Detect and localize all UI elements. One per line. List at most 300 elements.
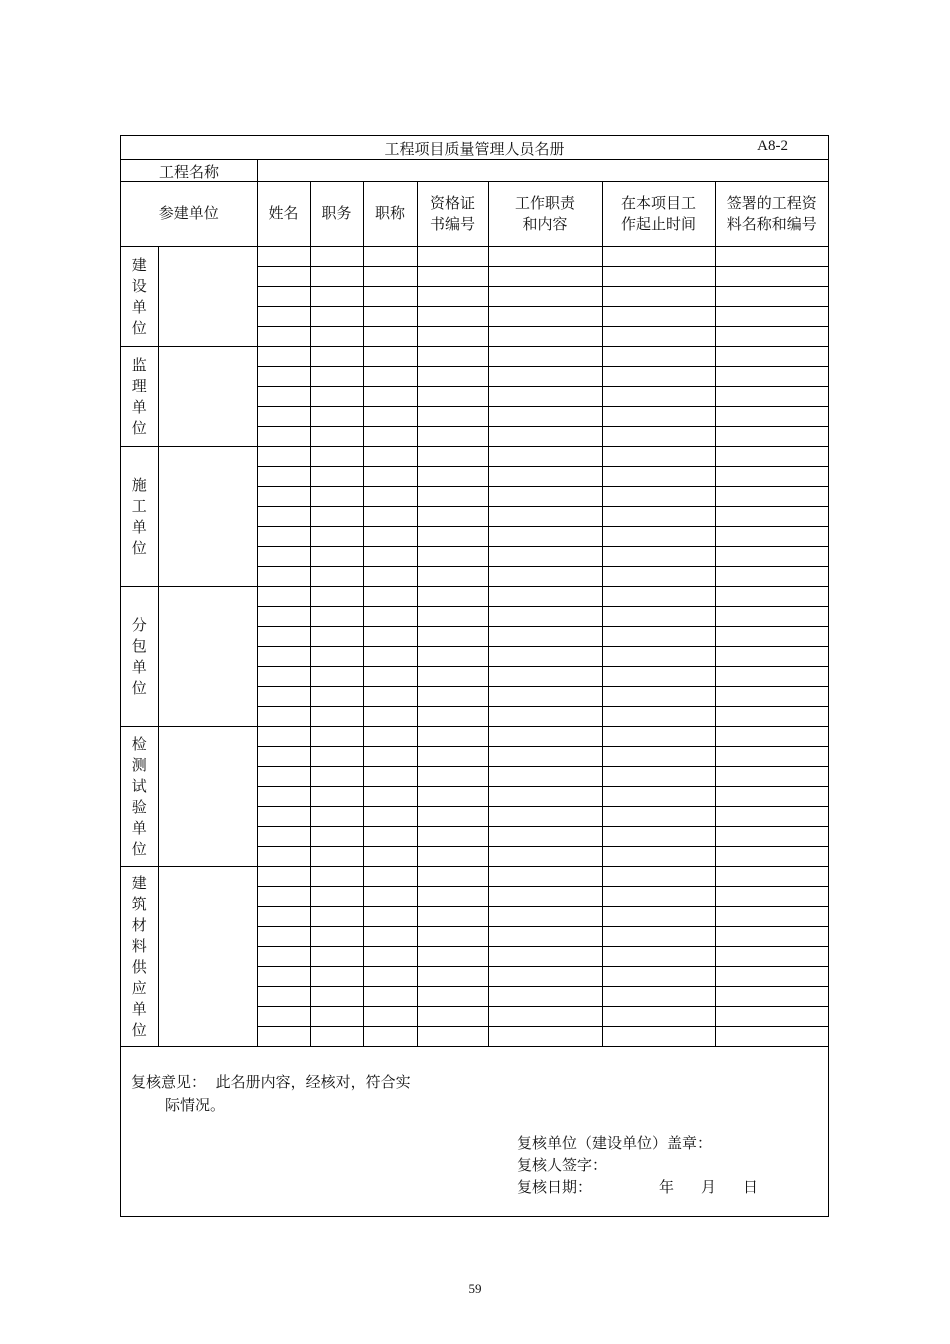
table-cell[interactable] — [363, 787, 417, 807]
table-cell[interactable] — [602, 447, 715, 467]
table-cell[interactable] — [310, 767, 363, 787]
table-cell[interactable] — [488, 367, 602, 387]
table-cell[interactable] — [417, 987, 488, 1007]
table-cell[interactable] — [715, 507, 828, 527]
table-cell[interactable] — [363, 407, 417, 427]
table-cell[interactable] — [310, 287, 363, 307]
unit-name-field[interactable] — [158, 247, 257, 347]
table-cell[interactable] — [602, 387, 715, 407]
table-cell[interactable] — [310, 567, 363, 587]
table-cell[interactable] — [363, 707, 417, 727]
table-cell[interactable] — [488, 347, 602, 367]
table-cell[interactable] — [715, 707, 828, 727]
table-cell[interactable] — [417, 947, 488, 967]
unit-name-field[interactable] — [158, 867, 257, 1047]
table-cell[interactable] — [715, 527, 828, 547]
table-cell[interactable] — [363, 647, 417, 667]
table-cell[interactable] — [602, 727, 715, 747]
table-cell[interactable] — [417, 547, 488, 567]
table-cell[interactable] — [715, 847, 828, 867]
table-cell[interactable] — [363, 427, 417, 447]
table-cell[interactable] — [715, 267, 828, 287]
table-cell[interactable] — [310, 587, 363, 607]
table-cell[interactable] — [363, 887, 417, 907]
table-cell[interactable] — [310, 327, 363, 347]
table-cell[interactable] — [363, 967, 417, 987]
table-cell[interactable] — [417, 1027, 488, 1047]
table-cell[interactable] — [602, 267, 715, 287]
table-cell[interactable] — [257, 507, 310, 527]
table-cell[interactable] — [602, 1027, 715, 1047]
table-cell[interactable] — [488, 387, 602, 407]
table-cell[interactable] — [602, 847, 715, 867]
unit-type-label — [121, 347, 158, 447]
table-cell[interactable] — [257, 707, 310, 727]
table-cell[interactable] — [257, 427, 310, 447]
table-cell[interactable] — [488, 327, 602, 347]
table-cell[interactable] — [715, 947, 828, 967]
table-cell[interactable] — [715, 1027, 828, 1047]
table-cell[interactable] — [488, 947, 602, 967]
table-cell[interactable] — [417, 967, 488, 987]
table-cell[interactable] — [417, 767, 488, 787]
table-cell[interactable] — [602, 407, 715, 427]
table-cell[interactable] — [602, 767, 715, 787]
table-cell[interactable] — [257, 567, 310, 587]
table-cell[interactable] — [310, 267, 363, 287]
table-cell[interactable] — [363, 807, 417, 827]
table-cell[interactable] — [715, 767, 828, 787]
table-cell[interactable] — [602, 547, 715, 567]
table-cell[interactable] — [310, 547, 363, 567]
table-cell[interactable] — [417, 287, 488, 307]
table-cell[interactable] — [310, 607, 363, 627]
table-cell[interactable] — [257, 847, 310, 867]
table-cell[interactable] — [310, 1027, 363, 1047]
table-cell[interactable] — [417, 427, 488, 447]
table-cell[interactable] — [257, 407, 310, 427]
table-cell[interactable] — [257, 467, 310, 487]
table-cell[interactable] — [715, 287, 828, 307]
table-cell[interactable] — [715, 307, 828, 327]
table-cell[interactable] — [715, 667, 828, 687]
table-cell[interactable] — [310, 887, 363, 907]
table-cell[interactable] — [310, 847, 363, 867]
table-cell[interactable] — [488, 427, 602, 447]
table-cell[interactable] — [488, 407, 602, 427]
table-cell[interactable] — [310, 527, 363, 547]
table-cell[interactable] — [363, 867, 417, 887]
table-cell[interactable] — [602, 747, 715, 767]
table-cell[interactable] — [310, 747, 363, 767]
table-cell[interactable] — [363, 547, 417, 567]
table-cell[interactable] — [257, 267, 310, 287]
table-cell[interactable] — [715, 347, 828, 367]
table-cell[interactable] — [310, 347, 363, 367]
table-cell[interactable] — [488, 887, 602, 907]
table-cell[interactable] — [602, 867, 715, 887]
table-cell[interactable] — [310, 947, 363, 967]
unit-type-text: 检测试验单位 — [131, 734, 147, 858]
table-cell[interactable] — [602, 307, 715, 327]
table-cell[interactable] — [363, 347, 417, 367]
signer-label: 复核人签字： — [517, 1156, 608, 1174]
table-cell[interactable] — [310, 687, 363, 707]
table-cell[interactable] — [310, 867, 363, 887]
table-cell[interactable] — [602, 247, 715, 267]
table-cell[interactable] — [417, 347, 488, 367]
table-cell[interactable] — [257, 1027, 310, 1047]
table-cell[interactable] — [602, 427, 715, 447]
table-cell[interactable] — [602, 967, 715, 987]
table-cell[interactable] — [602, 687, 715, 707]
table-cell[interactable] — [488, 987, 602, 1007]
table-cell[interactable] — [417, 527, 488, 547]
table-cell[interactable] — [602, 987, 715, 1007]
title-row — [121, 136, 828, 160]
table-cell[interactable] — [715, 827, 828, 847]
table-cell[interactable] — [417, 267, 488, 287]
table-cell[interactable] — [488, 707, 602, 727]
unit-name-field[interactable] — [158, 587, 257, 727]
table-cell[interactable] — [488, 1027, 602, 1047]
table-cell[interactable] — [363, 367, 417, 387]
table-cell[interactable] — [488, 967, 602, 987]
table-cell[interactable] — [417, 907, 488, 927]
table-cell[interactable] — [715, 387, 828, 407]
project-name-field[interactable] — [257, 159, 829, 181]
table-cell[interactable] — [602, 707, 715, 727]
table-cell[interactable] — [310, 707, 363, 727]
table-cell[interactable] — [417, 927, 488, 947]
table-cell[interactable] — [363, 607, 417, 627]
table-cell[interactable] — [417, 587, 488, 607]
table-cell[interactable] — [310, 507, 363, 527]
table-cell[interactable] — [310, 487, 363, 507]
table-cell[interactable] — [257, 327, 310, 347]
table-cell[interactable] — [363, 747, 417, 767]
table-cell[interactable] — [257, 967, 310, 987]
table-cell[interactable] — [310, 407, 363, 427]
table-cell[interactable] — [602, 827, 715, 847]
table-cell[interactable] — [363, 927, 417, 947]
table-cell[interactable] — [310, 987, 363, 1007]
table-cell[interactable] — [715, 747, 828, 767]
table-cell[interactable] — [257, 987, 310, 1007]
table-cell[interactable] — [417, 407, 488, 427]
table-cell[interactable] — [715, 627, 828, 647]
table-cell[interactable] — [488, 307, 602, 327]
table-cell[interactable] — [417, 567, 488, 587]
table-cell[interactable] — [715, 487, 828, 507]
table-cell[interactable] — [363, 247, 417, 267]
review-opinion — [131, 1071, 411, 1092]
table-cell[interactable] — [310, 927, 363, 947]
table-cell[interactable] — [488, 247, 602, 267]
table-cell[interactable] — [417, 707, 488, 727]
table-cell[interactable] — [257, 1007, 310, 1027]
table-cell[interactable] — [257, 307, 310, 327]
table-cell[interactable] — [257, 527, 310, 547]
table-cell[interactable] — [417, 687, 488, 707]
unit-name-field[interactable] — [158, 727, 257, 867]
table-cell[interactable] — [417, 827, 488, 847]
table-cell[interactable] — [602, 667, 715, 687]
table-cell[interactable] — [417, 867, 488, 887]
table-cell[interactable] — [715, 467, 828, 487]
table-cell[interactable] — [363, 907, 417, 927]
table-cell[interactable] — [488, 847, 602, 867]
table-cell[interactable] — [257, 387, 310, 407]
table-cell[interactable] — [257, 607, 310, 627]
table-cell[interactable] — [257, 367, 310, 387]
table-cell[interactable] — [602, 347, 715, 367]
table-cell[interactable] — [417, 627, 488, 647]
table-cell[interactable] — [488, 627, 602, 647]
table-cell[interactable] — [602, 587, 715, 607]
table-cell[interactable] — [488, 507, 602, 527]
table-cell[interactable] — [417, 607, 488, 627]
unit-name-field[interactable] — [158, 447, 257, 587]
table-cell[interactable] — [257, 627, 310, 647]
table-cell[interactable] — [715, 727, 828, 747]
seal-label: 复核单位（建设单位）盖章： — [517, 1134, 713, 1152]
table-cell[interactable] — [310, 427, 363, 447]
table-cell[interactable] — [488, 927, 602, 947]
table-cell[interactable] — [363, 447, 417, 467]
table-cell[interactable] — [488, 287, 602, 307]
table-cell[interactable] — [257, 487, 310, 507]
table-row — [121, 727, 828, 747]
table-cell[interactable] — [257, 247, 310, 267]
table-cell[interactable] — [602, 887, 715, 907]
table-cell[interactable] — [310, 967, 363, 987]
table-cell[interactable] — [715, 427, 828, 447]
table-cell[interactable] — [715, 1007, 828, 1027]
unit-type-label — [121, 587, 158, 727]
table-cell[interactable] — [488, 527, 602, 547]
table-cell[interactable] — [417, 747, 488, 767]
table-cell[interactable] — [417, 327, 488, 347]
table-cell[interactable] — [417, 727, 488, 747]
table-cell[interactable] — [257, 787, 310, 807]
table-cell[interactable] — [488, 547, 602, 567]
table-cell[interactable] — [602, 607, 715, 627]
table-cell[interactable] — [310, 727, 363, 747]
table-cell[interactable] — [602, 927, 715, 947]
table-cell[interactable] — [715, 407, 828, 427]
table-cell[interactable] — [602, 627, 715, 647]
table-cell[interactable] — [363, 567, 417, 587]
table-cell[interactable] — [488, 747, 602, 767]
table-cell[interactable] — [715, 907, 828, 927]
unit-type-text: 建筑材料供应单位 — [131, 873, 147, 1039]
table-cell[interactable] — [488, 807, 602, 827]
table-cell[interactable] — [488, 447, 602, 467]
table-cell[interactable] — [417, 387, 488, 407]
table-cell[interactable] — [602, 527, 715, 547]
table-cell[interactable] — [257, 827, 310, 847]
table-cell[interactable] — [715, 987, 828, 1007]
table-cell[interactable] — [488, 827, 602, 847]
table-cell[interactable] — [257, 887, 310, 907]
unit-name-field[interactable] — [158, 347, 257, 447]
table-cell[interactable] — [363, 947, 417, 967]
review-opinion-text: 此名册内容，经核对，符合实 — [215, 1073, 411, 1091]
table-cell[interactable] — [363, 327, 417, 347]
table-cell[interactable] — [257, 807, 310, 827]
table-cell[interactable] — [417, 847, 488, 867]
table-cell[interactable] — [257, 927, 310, 947]
table-cell[interactable] — [488, 907, 602, 927]
table-cell[interactable] — [363, 507, 417, 527]
table-cell[interactable] — [310, 787, 363, 807]
table-cell[interactable] — [310, 307, 363, 327]
table-cell[interactable] — [715, 867, 828, 887]
table-cell[interactable] — [715, 567, 828, 587]
table-cell[interactable] — [488, 727, 602, 747]
table-cell[interactable] — [488, 767, 602, 787]
table-cell[interactable] — [363, 1027, 417, 1047]
table-cell[interactable] — [257, 907, 310, 927]
table-cell[interactable] — [257, 547, 310, 567]
table-cell[interactable] — [488, 267, 602, 287]
table-cell[interactable] — [363, 847, 417, 867]
table-cell[interactable] — [310, 647, 363, 667]
table-cell[interactable] — [417, 887, 488, 907]
table-cell[interactable] — [715, 367, 828, 387]
table-cell[interactable] — [417, 667, 488, 687]
table-cell[interactable] — [417, 1007, 488, 1027]
table-cell[interactable] — [363, 1007, 417, 1027]
table-cell[interactable] — [488, 487, 602, 507]
table-cell[interactable] — [602, 567, 715, 587]
table-cell[interactable] — [602, 367, 715, 387]
table-cell[interactable] — [488, 787, 602, 807]
table-cell[interactable] — [257, 587, 310, 607]
table-row — [121, 447, 828, 467]
table-cell[interactable] — [715, 927, 828, 947]
table-cell[interactable] — [363, 627, 417, 647]
table-cell[interactable] — [310, 907, 363, 927]
table-cell[interactable] — [602, 807, 715, 827]
table-cell[interactable] — [363, 767, 417, 787]
table-cell[interactable] — [257, 947, 310, 967]
table-cell[interactable] — [257, 747, 310, 767]
table-cell[interactable] — [715, 247, 828, 267]
table-cell[interactable] — [488, 867, 602, 887]
table-cell[interactable] — [488, 467, 602, 487]
table-cell[interactable] — [602, 907, 715, 927]
table-cell[interactable] — [488, 567, 602, 587]
table-cell[interactable] — [417, 447, 488, 467]
table-cell[interactable] — [363, 387, 417, 407]
table-cell[interactable] — [417, 367, 488, 387]
table-cell[interactable] — [602, 507, 715, 527]
table-cell[interactable] — [310, 447, 363, 467]
table-cell[interactable] — [257, 767, 310, 787]
table-cell[interactable] — [310, 667, 363, 687]
table-cell[interactable] — [488, 667, 602, 687]
table-cell[interactable] — [715, 447, 828, 467]
table-cell[interactable] — [715, 807, 828, 827]
table-cell[interactable] — [715, 327, 828, 347]
table-cell[interactable] — [602, 487, 715, 507]
table-cell[interactable] — [310, 1007, 363, 1027]
table-cell[interactable] — [488, 687, 602, 707]
table-cell[interactable] — [363, 587, 417, 607]
table-cell[interactable] — [257, 667, 310, 687]
table-cell[interactable] — [602, 1007, 715, 1027]
table-cell[interactable] — [363, 287, 417, 307]
form-code: A8-2 — [757, 138, 788, 154]
table-cell[interactable] — [715, 647, 828, 667]
header-period — [602, 181, 715, 247]
table-cell[interactable] — [715, 687, 828, 707]
table-cell[interactable] — [363, 527, 417, 547]
table-cell[interactable] — [310, 467, 363, 487]
table-cell[interactable] — [257, 727, 310, 747]
table-cell[interactable] — [488, 647, 602, 667]
table-cell[interactable] — [257, 867, 310, 887]
table-cell[interactable] — [602, 467, 715, 487]
table-cell[interactable] — [257, 287, 310, 307]
table-cell[interactable] — [602, 327, 715, 347]
table-cell[interactable] — [715, 547, 828, 567]
table-cell[interactable] — [257, 647, 310, 667]
table-cell[interactable] — [363, 827, 417, 847]
table-cell[interactable] — [417, 507, 488, 527]
table-cell[interactable] — [602, 947, 715, 967]
table-cell[interactable] — [363, 687, 417, 707]
table-cell[interactable] — [310, 367, 363, 387]
table-cell[interactable] — [363, 487, 417, 507]
table-cell[interactable] — [417, 647, 488, 667]
table-cell[interactable] — [417, 307, 488, 327]
table-cell[interactable] — [363, 727, 417, 747]
table-cell[interactable] — [715, 887, 828, 907]
table-cell[interactable] — [417, 487, 488, 507]
table-cell[interactable] — [417, 467, 488, 487]
table-cell[interactable] — [363, 467, 417, 487]
table-cell[interactable] — [310, 827, 363, 847]
table-cell[interactable] — [363, 987, 417, 1007]
table-cell[interactable] — [488, 587, 602, 607]
table-cell[interactable] — [417, 807, 488, 827]
table-cell[interactable] — [715, 967, 828, 987]
table-cell[interactable] — [310, 247, 363, 267]
table-cell[interactable] — [257, 447, 310, 467]
table-cell[interactable] — [257, 347, 310, 367]
table-cell[interactable] — [602, 287, 715, 307]
table-cell[interactable] — [715, 587, 828, 607]
table-cell[interactable] — [363, 667, 417, 687]
table-cell[interactable] — [715, 787, 828, 807]
table-cell[interactable] — [363, 307, 417, 327]
table-cell[interactable] — [417, 787, 488, 807]
table-cell[interactable] — [310, 387, 363, 407]
table-cell[interactable] — [417, 247, 488, 267]
table-cell[interactable] — [488, 1007, 602, 1027]
table-cell[interactable] — [310, 807, 363, 827]
table-cell[interactable] — [602, 647, 715, 667]
table-cell[interactable] — [602, 787, 715, 807]
table-cell[interactable] — [715, 607, 828, 627]
table-cell[interactable] — [363, 267, 417, 287]
table-cell[interactable] — [257, 687, 310, 707]
table-cell[interactable] — [488, 607, 602, 627]
table-cell[interactable] — [310, 627, 363, 647]
